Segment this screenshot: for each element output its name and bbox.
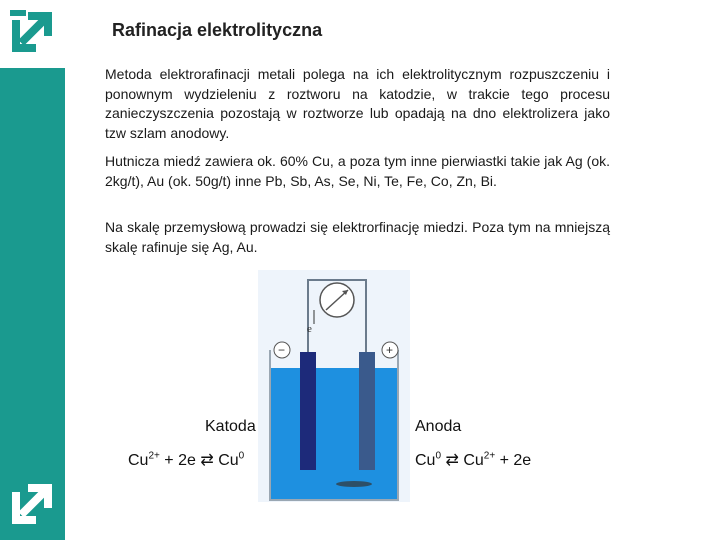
svg-text:+: + — [386, 343, 394, 357]
electrolyte — [270, 368, 398, 500]
cathode-equation: $Cu^{2+} + 2e$ ⇄ Cu$^0$ — [128, 450, 245, 469]
arrow-logo-icon-bottom — [6, 478, 58, 530]
slide-title: Rafinacja elektrolityczna — [112, 20, 323, 40]
anode-sludge — [336, 481, 372, 487]
anode-equation: Cu$^0$ ⇄ $Cu^{2+} + 2e$ — [415, 450, 532, 469]
electrolysis-diagram — [258, 270, 410, 502]
cathode-label: Katoda — [205, 418, 256, 435]
side-bar — [0, 0, 65, 540]
paragraph-intro: Metoda elektrorafinacji metali polega na ich elektrolitycznym rozpuszczeniu i ponownym wydzieleniu z roztworu na katodzie, w trakcie tego procesu zanieczyszczenia pozostają w roztworze lub opadają na dno elektrolizera jako tzw szlam anodowy. — [105, 66, 610, 141]
teal-strip — [0, 68, 65, 540]
anode-label: Anoda — [415, 418, 462, 435]
paragraph-copper: Hutnicza miedź zawiera ok. 60% Cu, a poza tym inne pierwiastki takie jak Ag (ok. 2kg/t), Au (ok. 50g/t) inne Pb, Sb, As, Se, Ni, Te, Fe, Co, Zn, Bi. — [105, 153, 610, 189]
anode-electrode — [359, 352, 375, 470]
arrow-logo-icon — [6, 6, 58, 58]
paragraph-industrial: Na skalę przemysłową prowadzi się elektrorfinację miedzi. Poza tym na mniejszą skalę rafinuje się Ag, Au. — [105, 219, 610, 255]
svg-text:−: − — [278, 343, 286, 357]
electron-label: e — [307, 323, 312, 335]
cathode-electrode — [300, 352, 316, 470]
